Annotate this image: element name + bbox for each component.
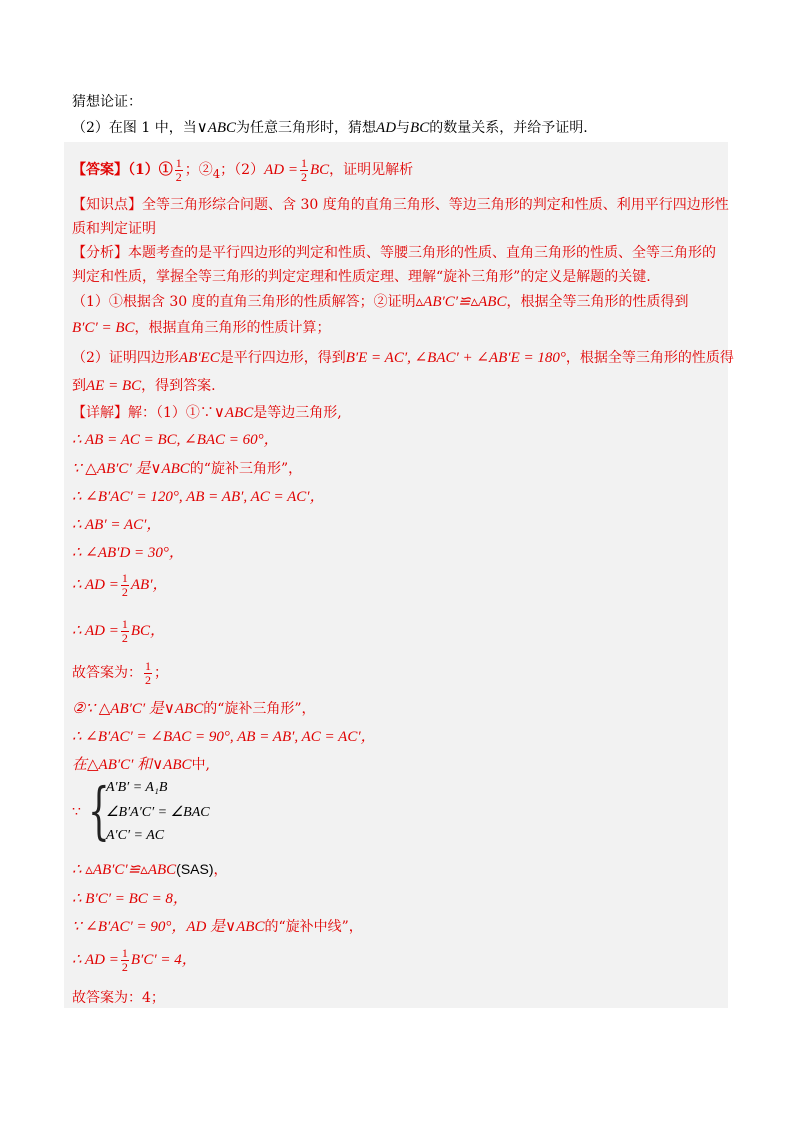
detail-line-11: ∴ ∠B′AC′ = ∠BAC = 90°, AB = AB′, AC = AC′，: [72, 729, 376, 745]
detail-line-2: ∴ AB = AC = BC, ∠BAC = 60°，: [72, 432, 279, 448]
analysis-line-4: B′C′ = BC，根据直角三角形的性质计算；: [72, 320, 331, 336]
system-row-3: A′C′ = AC: [106, 828, 165, 843]
detail-line-5: ∴ AB′ = AC′，: [72, 517, 162, 533]
detail-line-6: ∴ ∠AB′D = 30°，: [72, 545, 184, 561]
detail-line-7: ∴ AD = $\frac{1}{2}$ AB′，: [72, 570, 168, 599]
detail-line-9: 故答案为： $\frac{1}{2}$ ；: [72, 658, 168, 687]
fraction-half: $\frac{1}{2}$: [121, 616, 128, 645]
answer-line: 【答案】（1）① $\frac{1}{2}$ ；$②_4$；（2）AD = $\frac{1}{2}$ BC，证明见解析: [72, 155, 414, 184]
knowledge-line-2: 质和判定证明: [72, 221, 156, 237]
left-brace-icon: {: [88, 774, 110, 847]
analysis-line-6: 到AE = BC，得到答案.: [72, 378, 216, 394]
system-row-1: A′B′ = A₁B: [106, 780, 168, 795]
detail-line-12: 在△AB′C′ 和∨ABC中,: [72, 757, 210, 773]
analysis-line-3: （1）①根据含 30 度的直角三角形的性质解答；②证明▵AB′C′≌▵ABC，根据全等三角形的性质得到: [72, 294, 689, 310]
detail-line-17: 故答案为：4；: [72, 990, 165, 1006]
fraction-half: $\frac{1}{2}$: [121, 570, 128, 599]
detail-line-16: ∴ AD = $\frac{1}{2}$ B′C′ = 4，: [72, 945, 197, 974]
fraction-half: $\frac{1}{2}$: [145, 658, 151, 687]
because-symbol: ∵: [72, 804, 81, 820]
detail-line-10: ②∵ △AB′C′ 是∨ABC的“旋补三角形”，: [72, 701, 316, 717]
detail-line-3: ∵ △AB′C′ 是∨ABC的“旋补三角形”，: [72, 461, 303, 477]
fraction-half: $\frac{1}{2}$: [121, 945, 128, 974]
detail-line-15: ∵ ∠B′AC′ = 90°，AD 是∨ABC的“旋补中线”，: [72, 919, 363, 935]
fraction-half-2: $\frac{1}{2}$: [300, 155, 307, 184]
detail-line-1: 【详解】解：（1）①∵∨ABC是等边三角形,: [72, 405, 342, 421]
detail-line-13: ∴ ▵AB′C′≌▵ABC(SAS)，: [72, 861, 228, 878]
detail-line-8: ∴ AD = $\frac{1}{2}$ BC，: [72, 616, 166, 645]
question-line: （2）在图 1 中，当∨ABC为任意三角形时，猜想AD与BC的数量关系，并给予证明.: [72, 120, 588, 136]
analysis-line-2: 判定和性质，掌握全等三角形的判定定理和性质定理、理解“旋补三角形”的定义是解题的关键.: [72, 269, 651, 285]
fraction-half: $\frac{1}{2}$: [175, 155, 182, 184]
system-row-2: ∠B′A′C′ = ∠BAC: [106, 805, 210, 820]
detail-line-4: ∴ ∠B′AC′ = 120°, AB = AB′, AC = AC′，: [72, 489, 325, 505]
analysis-line-1: 【分析】本题考查的是平行四边形的判定和性质、等腰三角形的性质、直角三角形的性质、全等三角形的: [72, 245, 716, 261]
analysis-line-5: （2）证明四边形AB′EC是平行四边形，得到B′E = AC′, ∠BAC′ + ∠AB′E = 180°，根据全等三角形的性质得: [72, 350, 734, 366]
knowledge-line-1: 【知识点】全等三角形综合问题、含 30 度角的直角三角形、等边三角形的判定和性质、利用平行四边形性: [72, 197, 729, 213]
section-heading: 猜想论证：: [72, 94, 142, 110]
detail-line-14: ∴ B′C′ = BC = 8，: [72, 891, 188, 907]
